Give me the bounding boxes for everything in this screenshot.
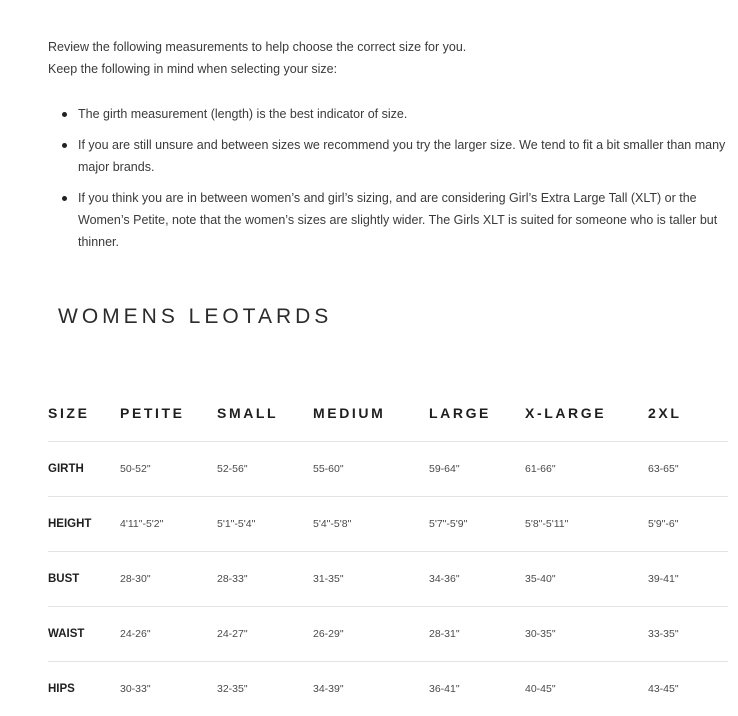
table-cell: 31-35": [313, 552, 429, 607]
table-cell: 24-27": [217, 607, 313, 662]
table-cell: 5'9"-6": [648, 497, 728, 552]
table-cell: 24-26": [120, 607, 217, 662]
row-label-hips: HIPS: [48, 662, 120, 716]
table-cell: 5'7"-5'9": [429, 497, 525, 552]
bullet-icon: [62, 112, 67, 117]
table-cell: 5'1"-5'4": [217, 497, 313, 552]
tip-text: If you are still unsure and between sizes we recommend you try the larger size. We tend to fit a bit smaller than many major brands.: [78, 138, 725, 174]
table-row: [48, 662, 728, 716]
column-header-large: LARGE: [429, 385, 525, 442]
table-cell: 43-45": [648, 662, 728, 716]
table-cell: 40-45": [525, 662, 648, 716]
table-row: [48, 552, 728, 607]
table-cell: 28-31": [429, 607, 525, 662]
column-header-small: SMALL: [217, 385, 313, 442]
intro-text: [48, 36, 728, 80]
tip-list-item: [48, 134, 733, 178]
intro-line-1: Review the following measurements to help choose the correct size for you.: [48, 36, 728, 58]
table-cell: 34-39": [313, 662, 429, 716]
size-chart-table: [48, 385, 728, 716]
row-label-bust: BUST: [48, 552, 120, 607]
column-header-petite: PETITE: [120, 385, 217, 442]
table-row: [48, 497, 728, 552]
column-header-size: SIZE: [48, 385, 120, 442]
table-cell: 33-35": [648, 607, 728, 662]
column-header-medium: MEDIUM: [313, 385, 429, 442]
table-cell: 52-56": [217, 442, 313, 497]
table-row: [48, 442, 728, 497]
bullet-icon: [62, 196, 67, 201]
section-title: WOMENS LEOTARDS: [58, 305, 332, 329]
table-cell: 4'11"-5'2": [120, 497, 217, 552]
table-cell: 50-52": [120, 442, 217, 497]
row-label-waist: WAIST: [48, 607, 120, 662]
table-cell: 35-40": [525, 552, 648, 607]
column-header-2xl: 2XL: [648, 385, 728, 442]
table-cell: 55-60": [313, 442, 429, 497]
table-cell: 26-29": [313, 607, 429, 662]
tip-text: If you think you are in between women’s and girl’s sizing, and are considering Girl’s Extra Large Tall (XLT) or the Women’s Petite, note that the women’s sizes are slightly wider. The Girls XLT is suited for someone who is taller but thinner.: [78, 191, 717, 249]
table-cell: 5'8"-5'11": [525, 497, 648, 552]
row-label-girth: GIRTH: [48, 442, 120, 497]
size-tips-list: [48, 103, 733, 262]
table-header-row: [48, 385, 728, 442]
table-cell: 36-41": [429, 662, 525, 716]
table-row: [48, 607, 728, 662]
table-cell: 61-66": [525, 442, 648, 497]
table-cell: 30-35": [525, 607, 648, 662]
table-cell: 32-35": [217, 662, 313, 716]
table-cell: 28-30": [120, 552, 217, 607]
tip-list-item: [48, 187, 733, 253]
table-cell: 39-41": [648, 552, 728, 607]
tip-list-item: [48, 103, 733, 125]
tip-text: The girth measurement (length) is the best indicator of size.: [78, 107, 407, 121]
table-cell: 5'4"-5'8": [313, 497, 429, 552]
intro-line-2: Keep the following in mind when selecting your size:: [48, 58, 728, 80]
table-cell: 59-64": [429, 442, 525, 497]
table-cell: 63-65": [648, 442, 728, 497]
row-label-height: HEIGHT: [48, 497, 120, 552]
table-cell: 34-36": [429, 552, 525, 607]
table-cell: 28-33": [217, 552, 313, 607]
table-cell: 30-33": [120, 662, 217, 716]
column-header-x-large: X-LARGE: [525, 385, 648, 442]
bullet-icon: [62, 143, 67, 148]
